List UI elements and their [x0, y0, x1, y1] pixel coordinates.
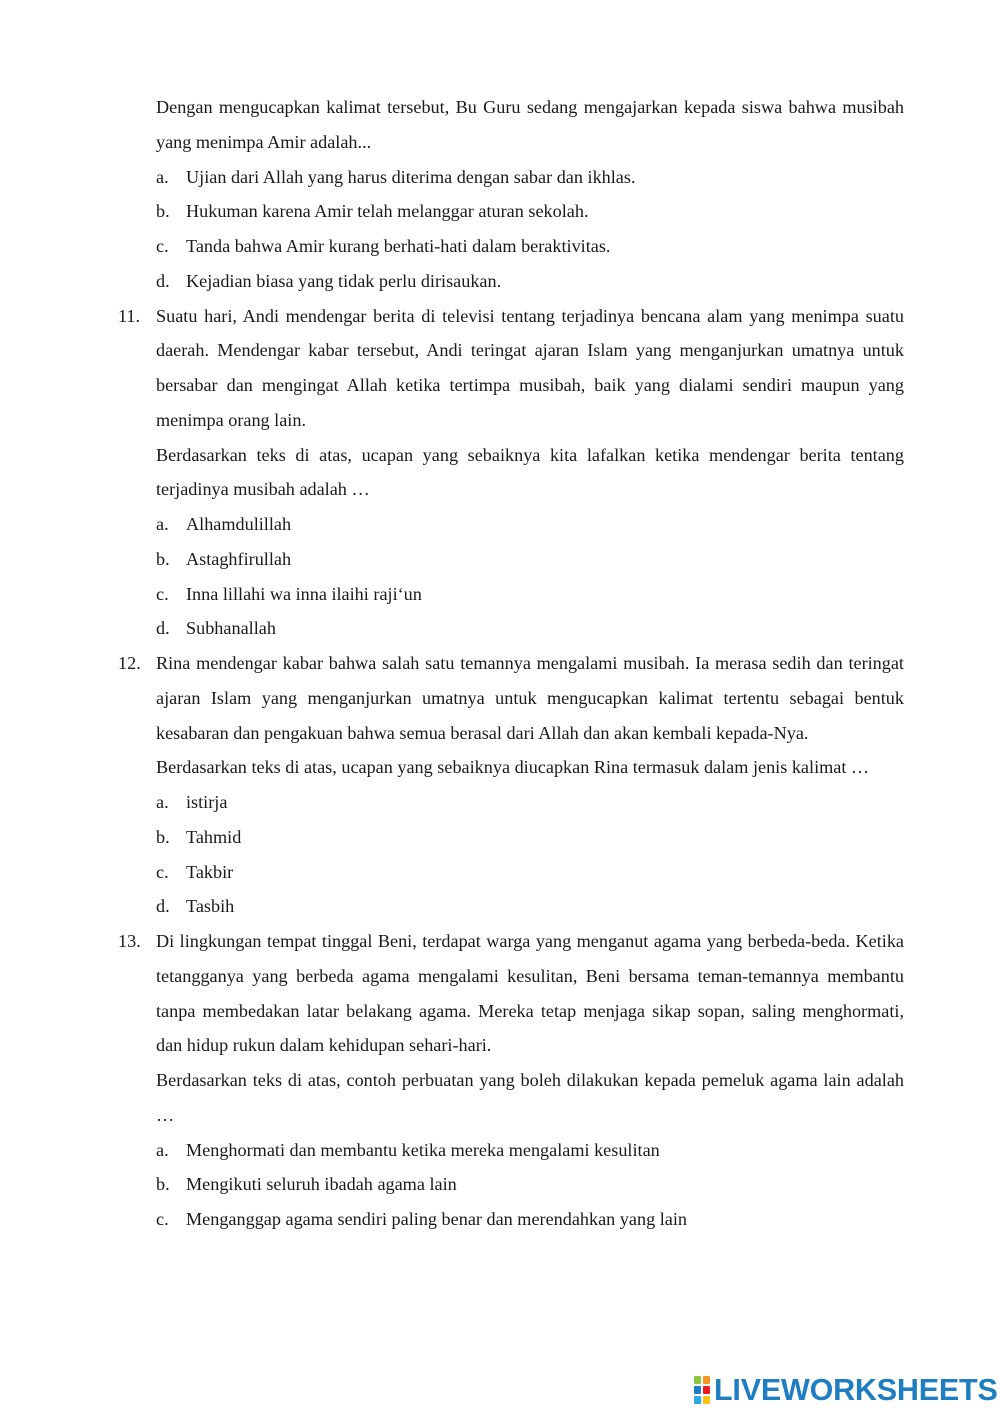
q10-text: Dengan mengucapkan kalimat tersebut, Bu Guru sedang mengajarkan kepada siswa bahwa musibah yang menimpa Amir adalah...: [156, 97, 904, 152]
q12-text: 12. Rina mendengar kabar bahwa salah satu temannya mengalami musibah. Ia merasa sedih dan teringat ajaran Islam yang menganjurkan umatnya untuk mengucapkan kalimat tertentu sebagai bentuk kesabaran dan pengakuan bahwa semua berasal dari Allah dan akan kembali kepada-Nya.: [118, 646, 904, 750]
q11-prompt: Berdasarkan teks di atas, ucapan yang sebaiknya kita lafalkan ketika mendengar berita tentang terjadinya musibah adalah …: [156, 444, 904, 500]
q10-option-d[interactable]: d. Kejadian biasa yang tidak perlu dirisaukan.: [156, 270, 502, 291]
liveworksheets-logo-icon: [694, 1376, 710, 1404]
q11-option-b[interactable]: b. Astaghfirullah: [156, 548, 292, 569]
question-list: [118, 90, 904, 1237]
q11-option-d[interactable]: d. Subhanallah: [156, 618, 276, 639]
q11-number: 11.: [118, 305, 141, 326]
q13-text: 13. Di lingkungan tempat tinggal Beni, terdapat warga yang menganut agama yang berbeda-beda. Ketika tetangganya yang berbeda agama mengalami kesulitan, Beni bersama teman-temannya membantu tanpa membedakan latar belakang agama. Mereka tetap menjaga sikap sopan, saling menghormati, dan hidup rukun dalam kehidupan sehari-hari.: [118, 924, 904, 1063]
q13-option-a[interactable]: a. Menghormati dan membantu ketika mereka mengalami kesulitan: [156, 1139, 660, 1160]
brand-name: LIVEWORKSHEETS: [714, 1373, 998, 1407]
q10-option-a[interactable]: a. Ujian dari Allah yang harus diterima dengan sabar dan ikhlas.: [156, 166, 636, 187]
q11-option-c[interactable]: c. Inna lillahi wa inna ilaihi raji‘un: [156, 583, 422, 604]
q13-prompt: Berdasarkan teks di atas, contoh perbuatan yang boleh dilakukan kepada pemeluk agama lain adalah …: [156, 1070, 904, 1125]
q13-option-b[interactable]: b. Mengikuti seluruh ibadah agama lain: [156, 1174, 457, 1195]
q12-option-d[interactable]: d. Tasbih: [156, 896, 235, 917]
q12-option-c[interactable]: c. Takbir: [156, 861, 234, 882]
q12-number: 12.: [118, 653, 141, 673]
q13-option-c[interactable]: c. Menganggap agama sendiri paling benar dan merendahkan yang lain: [156, 1209, 687, 1229]
q12-prompt: Berdasarkan teks di atas, ucapan yang sebaiknya diucapkan Rina termasuk dalam jenis kalimat …: [156, 757, 870, 778]
liveworksheets-brand: [694, 1373, 998, 1407]
q10-option-b[interactable]: b. Hukuman karena Amir telah melanggar aturan sekolah.: [156, 201, 589, 222]
q12-option-b[interactable]: b. Tahmid: [156, 826, 242, 847]
q10-option-c[interactable]: c. Tanda bahwa Amir kurang berhati-hati dalam beraktivitas.: [156, 236, 611, 256]
q13-number: 13.: [118, 931, 141, 951]
q11-text: 11. Suatu hari, Andi mendengar berita di televisi tentang terjadinya bencana alam yang menimpa suatu daerah. Mendengar kabar tersebut, Andi teringat ajaran Islam yang menganjurkan umatnya untuk bersabar dan mengingat Allah ketika tertimpa musibah, baik yang dialami sendiri maupun yang menimpa orang lain.: [118, 299, 904, 438]
q12-option-a[interactable]: a. istirja: [156, 792, 228, 812]
q11-option-a[interactable]: a. Alhamdulillah: [156, 514, 292, 534]
